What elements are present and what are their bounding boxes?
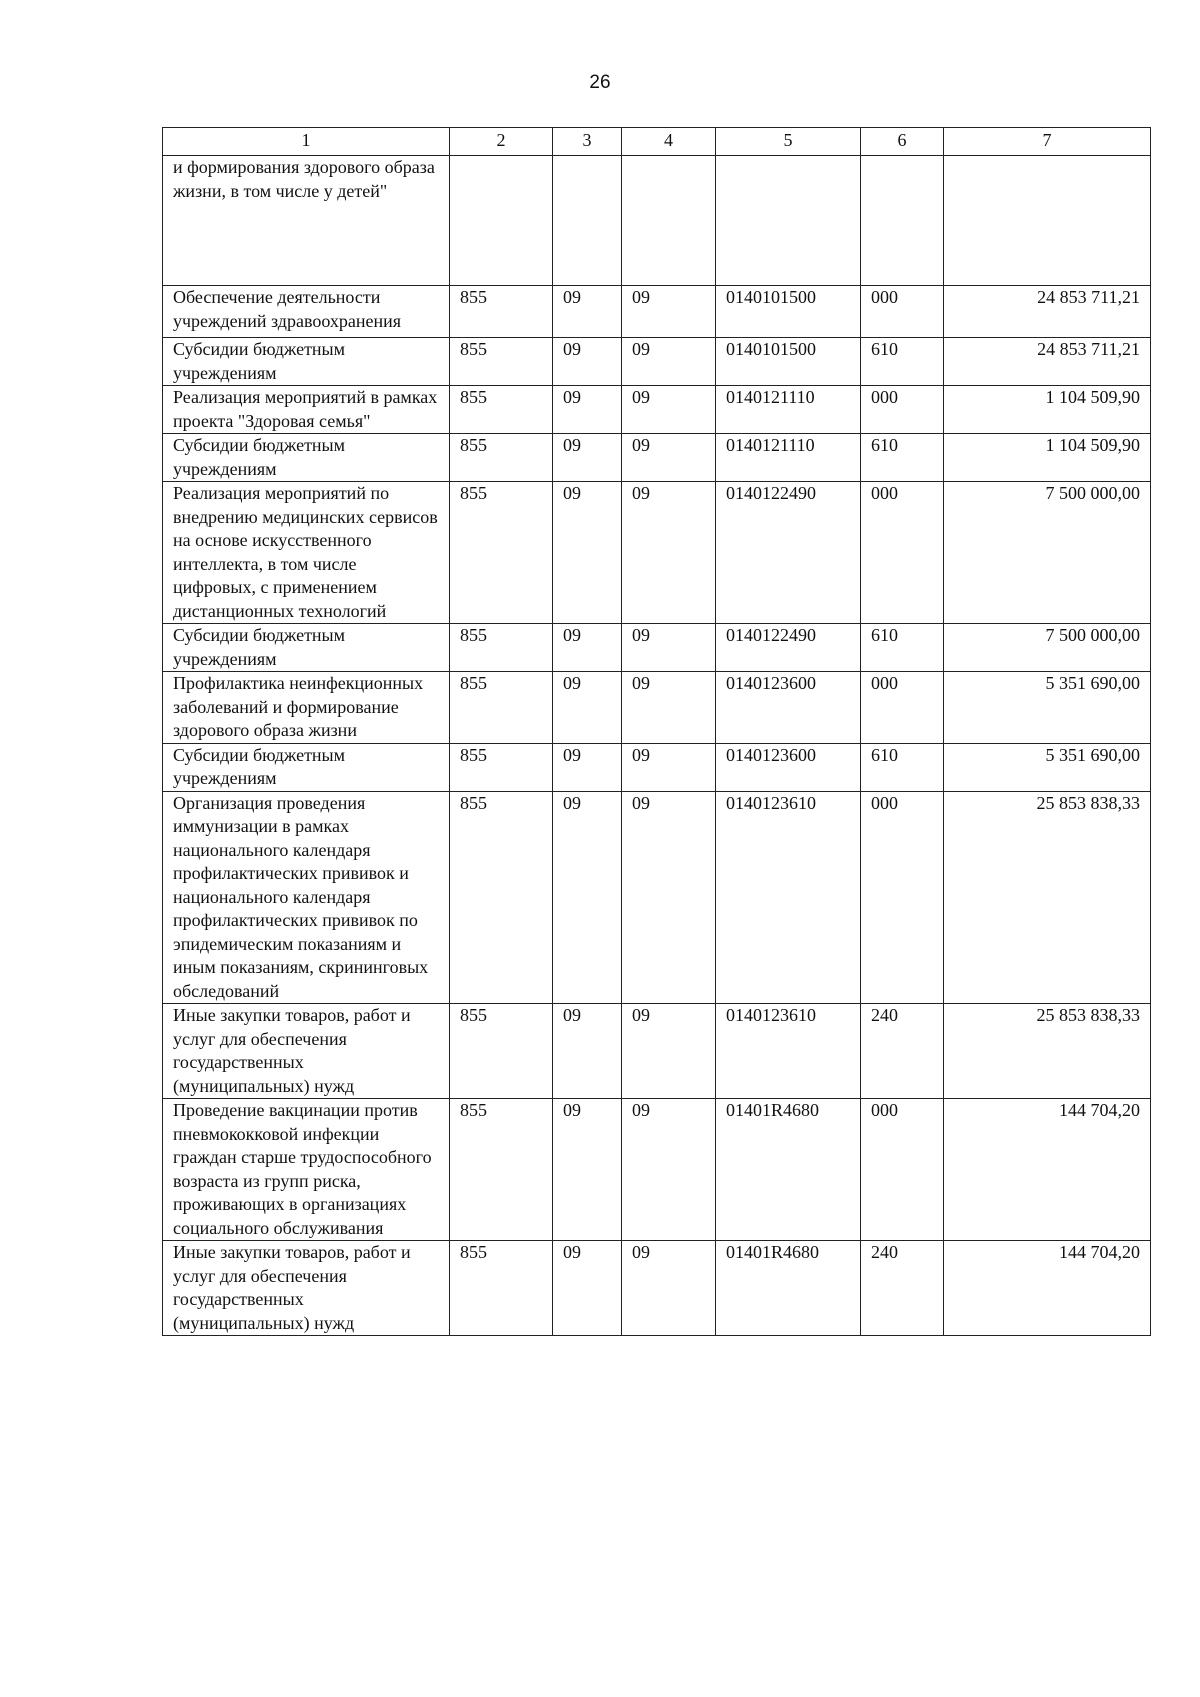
row-code-col5: 0140123600 bbox=[716, 672, 861, 744]
row-code-col3: 09 bbox=[553, 1099, 622, 1241]
row-name: Профилактика неинфекционных заболеваний и формирование здорового образа жизни bbox=[163, 672, 450, 744]
budget-table bbox=[162, 127, 1151, 1336]
row-code-col6: 000 bbox=[861, 672, 944, 744]
row-code-col2 bbox=[450, 156, 553, 286]
row-code-col4: 09 bbox=[622, 1004, 716, 1099]
row-code-col2: 855 bbox=[450, 434, 553, 482]
row-code-col2: 855 bbox=[450, 672, 553, 744]
row-code-col2: 855 bbox=[450, 482, 553, 624]
row-code-col6: 000 bbox=[861, 482, 944, 624]
row-code-col4: 09 bbox=[622, 434, 716, 482]
row-code-col6: 240 bbox=[861, 1004, 944, 1099]
row-code-col3: 09 bbox=[553, 672, 622, 744]
header-cell: 6 bbox=[861, 128, 944, 156]
row-amount: 5 351 690,00 bbox=[944, 743, 1151, 791]
row-code-col5 bbox=[716, 156, 861, 286]
row-code-col5: 0140123600 bbox=[716, 743, 861, 791]
row-name: и формирования здорового образа жизни, в том числе у детей" bbox=[163, 156, 450, 286]
row-code-col2: 855 bbox=[450, 386, 553, 434]
row-code-col4: 09 bbox=[622, 1099, 716, 1241]
table-row bbox=[163, 1004, 1151, 1099]
row-code-col3 bbox=[553, 156, 622, 286]
row-name: Субсидии бюджетным учреждениям bbox=[163, 338, 450, 386]
row-code-col6: 000 bbox=[861, 386, 944, 434]
row-code-col5: 01401R4680 bbox=[716, 1241, 861, 1336]
row-code-col5: 0140122490 bbox=[716, 482, 861, 624]
header-cell: 2 bbox=[450, 128, 553, 156]
row-name: Иные закупки товаров, работ и услуг для обеспечения государственных (муниципальных) нужд bbox=[163, 1241, 450, 1336]
row-amount bbox=[944, 156, 1151, 286]
row-code-col3: 09 bbox=[553, 434, 622, 482]
row-name: Иные закупки товаров, работ и услуг для обеспечения государственных (муниципальных) нужд bbox=[163, 1004, 450, 1099]
table-row bbox=[163, 156, 1151, 286]
header-row bbox=[163, 128, 1151, 156]
row-name: Проведение вакцинации против пневмококковой инфекции граждан старше трудоспособного возраста из групп риска, проживающих в организациях социального обслуживания bbox=[163, 1099, 450, 1241]
row-code-col6: 240 bbox=[861, 1241, 944, 1336]
header-cell: 4 bbox=[622, 128, 716, 156]
row-code-col5: 0140122490 bbox=[716, 624, 861, 672]
table-row bbox=[163, 624, 1151, 672]
row-code-col4: 09 bbox=[622, 482, 716, 624]
row-amount: 7 500 000,00 bbox=[944, 624, 1151, 672]
row-code-col6: 610 bbox=[861, 624, 944, 672]
row-code-col6 bbox=[861, 156, 944, 286]
row-code-col3: 09 bbox=[553, 791, 622, 1004]
row-code-col5: 0140121110 bbox=[716, 434, 861, 482]
row-code-col2: 855 bbox=[450, 286, 553, 338]
row-name: Организация проведения иммунизации в рамках национального календаря профилактических прививок и национального календаря профилактических прививок по эпидемическим показаниям и иным показаниям, скрининговых обследований bbox=[163, 791, 450, 1004]
row-code-col6: 000 bbox=[861, 791, 944, 1004]
row-amount: 144 704,20 bbox=[944, 1241, 1151, 1336]
row-code-col2: 855 bbox=[450, 1241, 553, 1336]
table-row bbox=[163, 286, 1151, 338]
row-code-col3: 09 bbox=[553, 482, 622, 624]
table-row bbox=[163, 482, 1151, 624]
row-code-col3: 09 bbox=[553, 1004, 622, 1099]
row-code-col4: 09 bbox=[622, 1241, 716, 1336]
row-amount: 7 500 000,00 bbox=[944, 482, 1151, 624]
table-row bbox=[163, 338, 1151, 386]
row-code-col6: 610 bbox=[861, 743, 944, 791]
row-code-col2: 855 bbox=[450, 1004, 553, 1099]
row-code-col2: 855 bbox=[450, 624, 553, 672]
row-code-col3: 09 bbox=[553, 1241, 622, 1336]
row-code-col4: 09 bbox=[622, 791, 716, 1004]
row-code-col4: 09 bbox=[622, 286, 716, 338]
header-cell: 1 bbox=[163, 128, 450, 156]
table-row bbox=[163, 672, 1151, 744]
table-row bbox=[163, 386, 1151, 434]
row-name: Обеспечение деятельности учреждений здравоохранения bbox=[163, 286, 450, 338]
row-code-col4 bbox=[622, 156, 716, 286]
row-code-col6: 610 bbox=[861, 434, 944, 482]
row-amount: 144 704,20 bbox=[944, 1099, 1151, 1241]
row-code-col3: 09 bbox=[553, 743, 622, 791]
row-name: Реализация мероприятий в рамках проекта "Здоровая семья" bbox=[163, 386, 450, 434]
row-code-col2: 855 bbox=[450, 791, 553, 1004]
row-code-col3: 09 bbox=[553, 624, 622, 672]
row-name: Реализация мероприятий по внедрению медицинских сервисов на основе искусственного интеллекта, в том числе цифровых, с применением дистанционных технологий bbox=[163, 482, 450, 624]
row-amount: 5 351 690,00 bbox=[944, 672, 1151, 744]
row-code-col2: 855 bbox=[450, 1099, 553, 1241]
header-cell: 7 bbox=[944, 128, 1151, 156]
row-code-col6: 610 bbox=[861, 338, 944, 386]
row-code-col5: 01401R4680 bbox=[716, 1099, 861, 1241]
row-code-col6: 000 bbox=[861, 1099, 944, 1241]
row-code-col4: 09 bbox=[622, 672, 716, 744]
row-amount: 24 853 711,21 bbox=[944, 338, 1151, 386]
row-code-col3: 09 bbox=[553, 338, 622, 386]
row-amount: 1 104 509,90 bbox=[944, 434, 1151, 482]
row-code-col2: 855 bbox=[450, 338, 553, 386]
table-row bbox=[163, 1099, 1151, 1241]
row-code-col2: 855 bbox=[450, 743, 553, 791]
table-row bbox=[163, 743, 1151, 791]
row-code-col5: 0140123610 bbox=[716, 791, 861, 1004]
table-row bbox=[163, 434, 1151, 482]
row-code-col3: 09 bbox=[553, 286, 622, 338]
row-code-col4: 09 bbox=[622, 338, 716, 386]
row-code-col5: 0140123610 bbox=[716, 1004, 861, 1099]
row-amount: 1 104 509,90 bbox=[944, 386, 1151, 434]
row-code-col6: 000 bbox=[861, 286, 944, 338]
row-code-col4: 09 bbox=[622, 743, 716, 791]
header-cell: 3 bbox=[553, 128, 622, 156]
row-code-col5: 0140101500 bbox=[716, 338, 861, 386]
header-cell: 5 bbox=[716, 128, 861, 156]
page-number: 26 bbox=[589, 72, 611, 93]
row-code-col3: 09 bbox=[553, 386, 622, 434]
row-code-col4: 09 bbox=[622, 624, 716, 672]
row-code-col4: 09 bbox=[622, 386, 716, 434]
row-code-col5: 0140101500 bbox=[716, 286, 861, 338]
row-amount: 25 853 838,33 bbox=[944, 791, 1151, 1004]
row-amount: 25 853 838,33 bbox=[944, 1004, 1151, 1099]
row-code-col5: 0140121110 bbox=[716, 386, 861, 434]
table-row bbox=[163, 1241, 1151, 1336]
row-name: Субсидии бюджетным учреждениям bbox=[163, 434, 450, 482]
row-name: Субсидии бюджетным учреждениям bbox=[163, 624, 450, 672]
table-row bbox=[163, 791, 1151, 1004]
row-amount: 24 853 711,21 bbox=[944, 286, 1151, 338]
row-name: Субсидии бюджетным учреждениям bbox=[163, 743, 450, 791]
